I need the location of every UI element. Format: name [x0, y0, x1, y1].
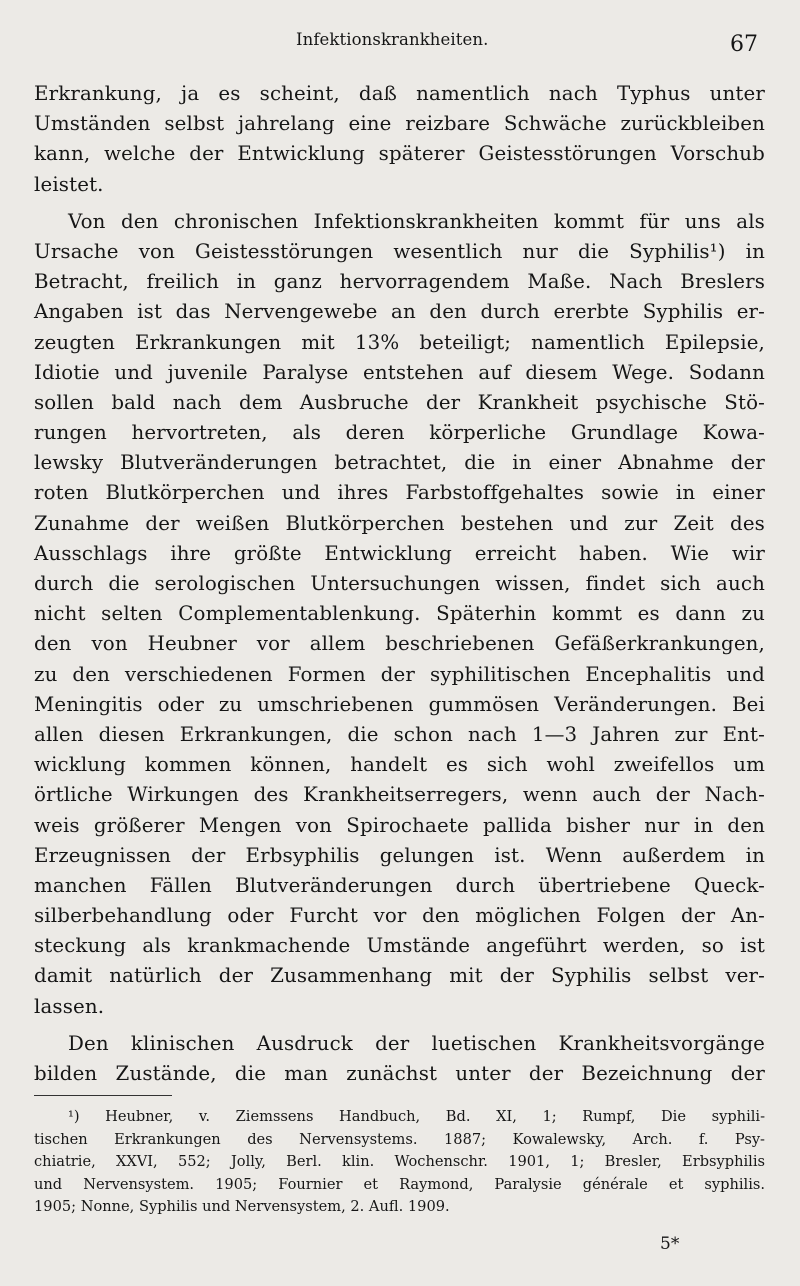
text-line: silberbehandlung oder Furcht vor den möglichen Folgen der An-	[34, 904, 765, 928]
text-line: manchen Fällen Blutveränderungen durch übertriebene Queck-	[34, 873, 765, 897]
text-line: weis größerer Mengen von Spirochaete pallida bisher nur in den	[34, 813, 765, 837]
text-line: Ursache von Geistesstörungen wesentlich nur die Syphilis¹) in	[34, 239, 765, 263]
text-line: Den klinischen Ausdruck der luetischen Krankheitsvorgänge	[68, 1031, 765, 1055]
text-line: Idiotie und juvenile Paralyse entstehen auf diesem Wege. Sodann	[34, 360, 765, 384]
text-line: Erzeugnissen der Erbsyphilis gelungen ist. Wenn außerdem in	[34, 843, 765, 867]
text-line: Betracht, freilich in ganz hervorragendem Maße. Nach Breslers	[34, 270, 765, 294]
footnote	[34, 1106, 765, 1219]
text-line: allen diesen Erkrankungen, die schon nach 1—3 Jahren zur Ent-	[34, 722, 765, 746]
text-line: Erkrankung, ja es scheint, daß namentlich nach Typhus unter	[34, 82, 765, 105]
text-line: damit natürlich der Zusammenhang mit der Syphilis selbst ver-	[34, 964, 765, 988]
text-line: lassen.	[34, 994, 105, 1018]
text-line: rungen hervortreten, als deren körperliche Grundlage Kowa-	[34, 421, 765, 445]
text-line: lewsky Blutveränderungen betrachtet, die in einer Abnahme der	[34, 451, 765, 475]
text-line: kann, welche der Entwicklung späterer Geistesstörungen Vorschub	[34, 142, 765, 166]
text-line: zu den verschiedenen Formen der syphilitischen Encephalitis und	[34, 662, 765, 686]
running-title: Infektionskrankheiten.	[296, 30, 489, 49]
text-line: Angaben ist das Nervengewebe an den durch ererbte Syphilis er-	[34, 300, 765, 324]
signature-mark: 5*	[660, 1234, 680, 1254]
text-line: den von Heubner vor allem beschriebenen Gefäßerkrankungen,	[34, 632, 765, 656]
text-line: Zunahme der weißen Blutkörperchen bestehen und zur Zeit des	[34, 511, 765, 535]
text-line: Umständen selbst jahrelang eine reizbare Schwäche zurückbleiben	[34, 112, 765, 136]
footnote-line: 1905; Nonne, Syphilis und Nervensystem, 2. Aufl. 1909.	[34, 1198, 450, 1216]
footnote-line: ¹) Heubner, v. Ziemssens Handbuch, Bd. XI, 1; Rumpf, Die syphili-	[68, 1108, 765, 1125]
page-number: 67	[730, 32, 758, 57]
text-line: steckung als krankmachende Umstände angeführt werden, so ist	[34, 934, 765, 958]
body-text	[34, 79, 765, 1089]
text-line: Meningitis oder zu umschriebenen gummösen Veränderungen. Bei	[34, 692, 765, 716]
text-line: roten Blutkörperchen und ihres Farbstoffgehaltes sowie in einer	[34, 481, 765, 505]
footnote-line: chiatrie, XXVI, 552; Jolly, Berl. klin. Wochenschr. 1901, 1; Bresler, Erbsyphilis	[34, 1153, 765, 1171]
footnote-line: und Nervensystem. 1905; Fournier et Raymond, Paralysie générale et syphilis.	[34, 1175, 765, 1193]
text-line: nicht selten Complementablenkung. Späterhin kommt es dann zu	[34, 602, 765, 626]
footnote-divider	[34, 1095, 172, 1096]
text-line: durch die serologischen Untersuchungen wissen, findet sich auch	[34, 572, 765, 595]
text-line: zeugten Erkrankungen mit 13% beteiligt; namentlich Epilepsie,	[34, 330, 765, 354]
text-line: Ausschlags ihre größte Entwicklung erreicht haben. Wie wir	[34, 541, 765, 565]
text-line: bilden Zustände, die man zunächst unter der Bezeichnung der	[34, 1062, 765, 1085]
text-line: Von den chronischen Infektionskrankheiten kommt für uns als	[68, 209, 765, 233]
running-head	[0, 30, 800, 60]
text-line: wicklung kommen können, handelt es sich wohl zweifellos um	[34, 753, 765, 777]
footnote-line: tischen Erkrankungen des Nervensystems. 1887; Kowalewsky, Arch. f. Psy-	[34, 1130, 765, 1148]
text-line: sollen bald nach dem Ausbruche der Krankheit psychische Stö-	[34, 390, 765, 414]
text-line: leistet.	[34, 172, 104, 196]
text-line: örtliche Wirkungen des Krankheitserregers, wenn auch der Nach-	[34, 783, 765, 807]
